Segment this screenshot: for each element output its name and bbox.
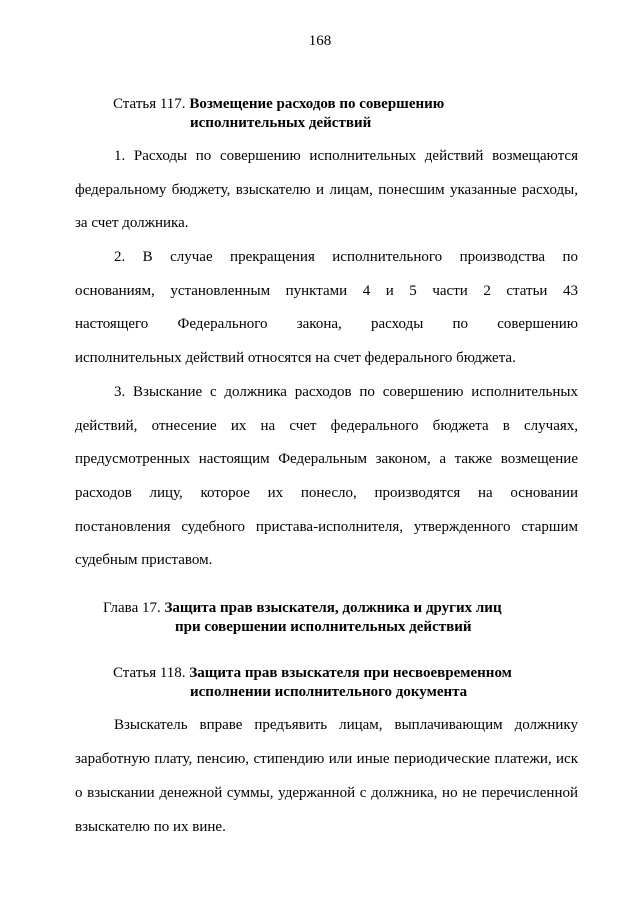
chapter-17-prefix: Глава 17. bbox=[103, 600, 161, 616]
article-118-p1-line: о взыскании денежной суммы, удержанной с должника, но не перечисленной bbox=[75, 785, 578, 801]
chapter-17-title-line2: при совершении исполнительных действий bbox=[175, 619, 472, 635]
article-117-p3-line: судебным приставом. bbox=[75, 552, 213, 568]
article-117-p1-line: 1. Расходы по совершению исполнительных действий возмещаются bbox=[114, 148, 578, 164]
article-117-heading bbox=[113, 95, 444, 114]
article-118-title-line2: исполнении исполнительного документа bbox=[190, 684, 468, 700]
article-117-title-line1: Возмещение расходов по совершению bbox=[189, 96, 445, 112]
article-117-p1-line: федеральному бюджету, взыскателю и лицам, понесшим указанные расходы, bbox=[75, 182, 578, 198]
article-117-prefix: Статья 117. bbox=[113, 96, 186, 112]
chapter-17-title-line1: Защита прав взыскателя, должника и других лиц bbox=[164, 600, 502, 616]
article-117-p3-line: постановления судебного пристава-исполнителя, утвержденного старшим bbox=[75, 519, 578, 535]
article-117-p3-line: предусмотренных настоящим Федеральным законом, а также возмещение bbox=[75, 451, 578, 467]
article-118-p1-line: Взыскатель вправе предъявить лицам, выплачивающим должнику bbox=[114, 717, 578, 733]
article-118-p1-line: заработную плату, пенсию, стипендию или иные периодические платежи, иск bbox=[75, 751, 578, 767]
article-117-p2-line: основаниям, установленным пунктами 4 и 5 части 2 статьи 43 bbox=[75, 283, 578, 299]
article-118-p1-line: взыскателю по их вине. bbox=[75, 819, 226, 835]
article-117-p1-line: за счет должника. bbox=[75, 215, 189, 231]
article-117-title-line2: исполнительных действий bbox=[190, 115, 372, 131]
article-117-p3-line: действий, отнесение их на счет федерального бюджета в случаях, bbox=[75, 418, 578, 434]
page-number: 168 bbox=[308, 33, 332, 49]
article-118-prefix: Статья 118. bbox=[113, 665, 186, 681]
article-117-p2-line: исполнительных действий относятся на счет федерального бюджета. bbox=[75, 350, 516, 366]
article-117-p3-line: расходов лицу, которое их понесло, производятся на основании bbox=[75, 485, 578, 501]
article-117-p2-line: настоящего Федерального закона, расходы по совершению bbox=[75, 316, 578, 332]
article-117-p2-line: 2. В случае прекращения исполнительного производства по bbox=[114, 249, 578, 265]
article-118-title-line1: Защита прав взыскателя при несвоевременном bbox=[189, 665, 512, 681]
article-117-p3-line: 3. Взыскание с должника расходов по совершению исполнительных bbox=[114, 384, 578, 400]
article-118-heading bbox=[113, 664, 512, 683]
chapter-17-heading bbox=[103, 599, 502, 618]
